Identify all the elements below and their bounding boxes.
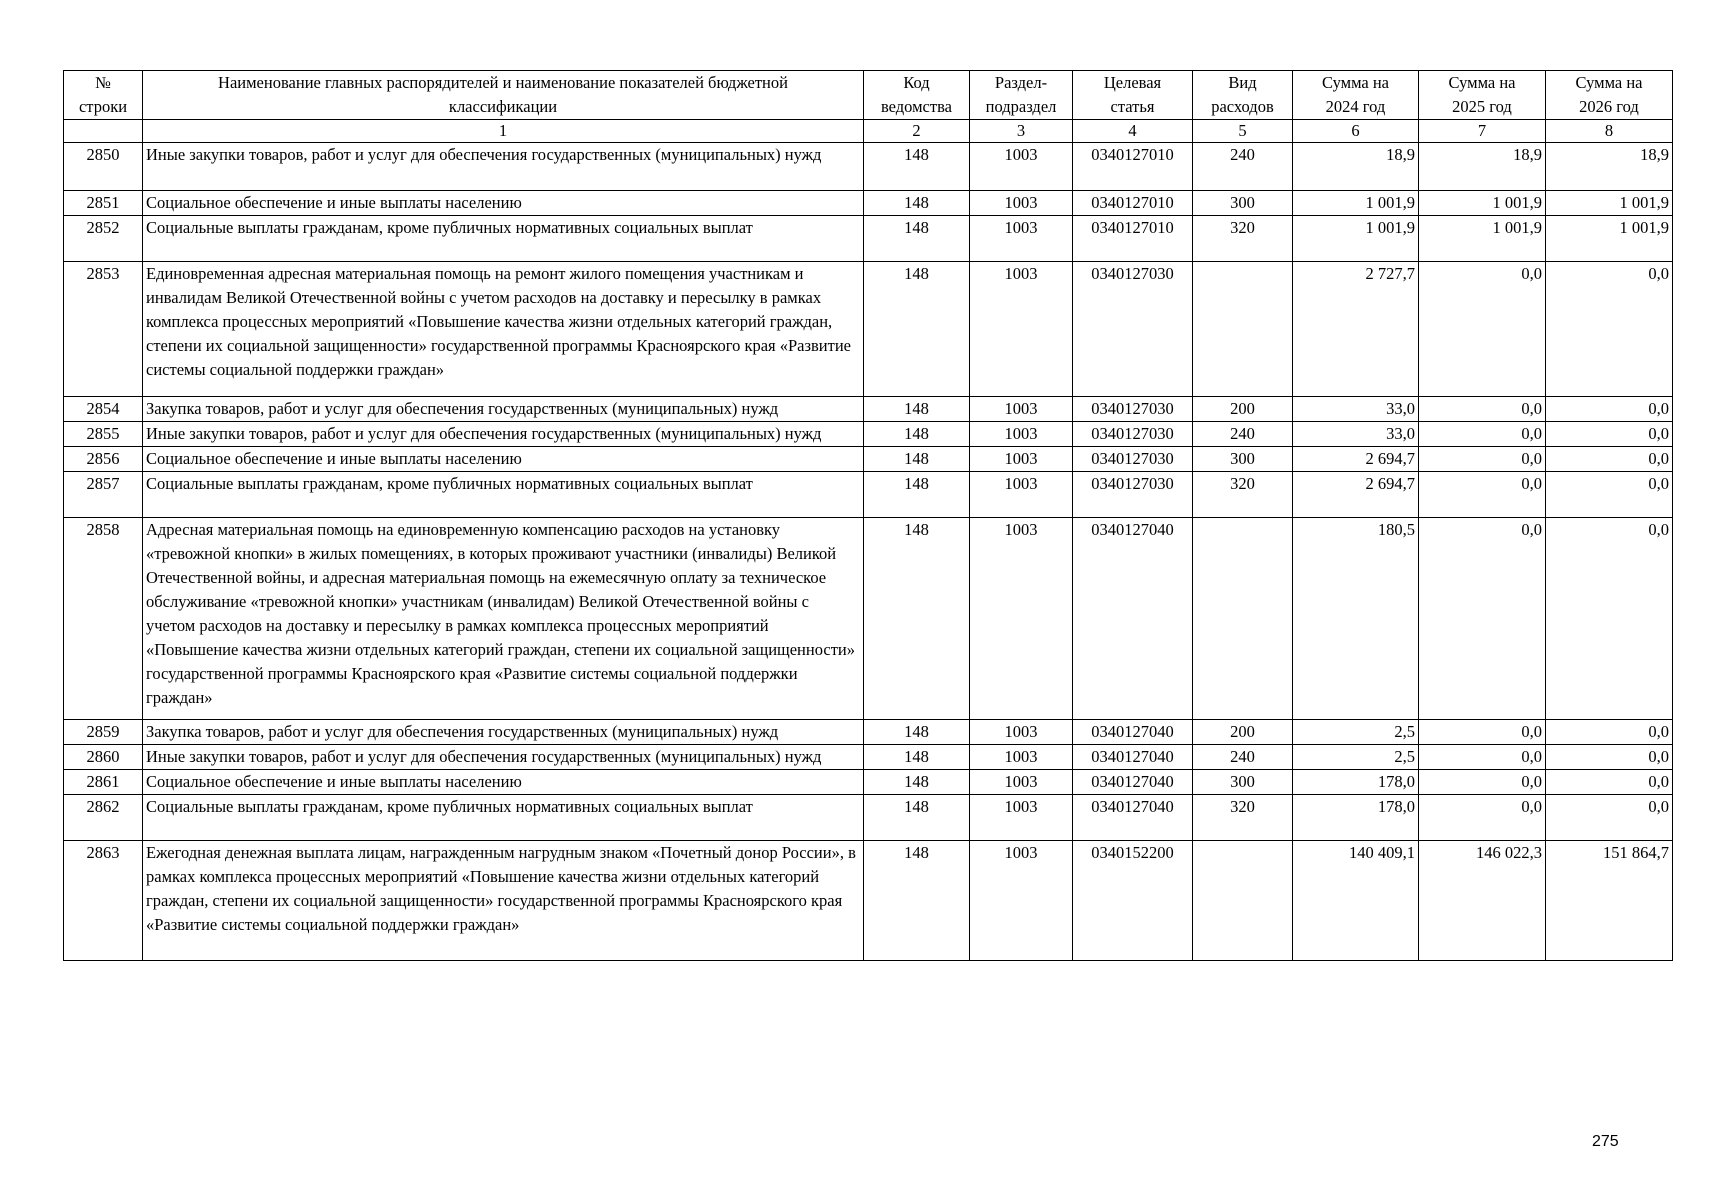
sum-2024: 2 694,7 <box>1293 472 1419 518</box>
row-number: 2862 <box>64 795 143 841</box>
expense-type <box>1193 262 1293 397</box>
column-index: 4 <box>1073 120 1193 143</box>
header-expense-type: Вид расходов <box>1193 71 1293 120</box>
section-code: 1003 <box>970 262 1073 397</box>
sum-2026: 151 864,7 <box>1546 841 1673 961</box>
target-article: 0340127030 <box>1073 397 1193 422</box>
sum-2026: 0,0 <box>1546 397 1673 422</box>
sum-2025: 0,0 <box>1419 745 1546 770</box>
expense-type: 240 <box>1193 745 1293 770</box>
table-row <box>64 518 1673 720</box>
section-code: 1003 <box>970 216 1073 262</box>
target-article: 0340127010 <box>1073 143 1193 191</box>
column-index: 1 <box>143 120 864 143</box>
sum-2024: 2 694,7 <box>1293 447 1419 472</box>
department-code: 148 <box>864 472 970 518</box>
row-number: 2853 <box>64 262 143 397</box>
row-number: 2851 <box>64 191 143 216</box>
column-index <box>64 120 143 143</box>
row-number: 2854 <box>64 397 143 422</box>
sum-2026: 0,0 <box>1546 518 1673 720</box>
target-article: 0340127040 <box>1073 795 1193 841</box>
sum-2025: 0,0 <box>1419 397 1546 422</box>
expense-type: 200 <box>1193 720 1293 745</box>
expense-type: 320 <box>1193 216 1293 262</box>
expense-type: 200 <box>1193 397 1293 422</box>
row-number: 2859 <box>64 720 143 745</box>
header-sum-2024: Сумма на 2024 год <box>1293 71 1419 120</box>
sum-2024: 1 001,9 <box>1293 216 1419 262</box>
table-row <box>64 216 1673 262</box>
target-article: 0340127040 <box>1073 720 1193 745</box>
row-name: Закупка товаров, работ и услуг для обеспечения государственных (муниципальных) нужд <box>143 397 864 422</box>
sum-2025: 0,0 <box>1419 447 1546 472</box>
sum-2024: 33,0 <box>1293 422 1419 447</box>
expense-type <box>1193 518 1293 720</box>
row-number: 2860 <box>64 745 143 770</box>
budget-table <box>63 70 1673 961</box>
sum-2025: 1 001,9 <box>1419 216 1546 262</box>
table-row <box>64 841 1673 961</box>
target-article: 0340127040 <box>1073 770 1193 795</box>
sum-2024: 2 727,7 <box>1293 262 1419 397</box>
section-code: 1003 <box>970 841 1073 961</box>
section-code: 1003 <box>970 770 1073 795</box>
sum-2026: 0,0 <box>1546 770 1673 795</box>
row-name: Иные закупки товаров, работ и услуг для обеспечения государственных (муниципальных) нужд <box>143 745 864 770</box>
section-code: 1003 <box>970 720 1073 745</box>
table-row <box>64 447 1673 472</box>
column-index: 8 <box>1546 120 1673 143</box>
row-name: Социальные выплаты гражданам, кроме публичных нормативных социальных выплат <box>143 472 864 518</box>
sum-2026: 0,0 <box>1546 795 1673 841</box>
table-row <box>64 262 1673 397</box>
row-name: Иные закупки товаров, работ и услуг для обеспечения государственных (муниципальных) нужд <box>143 422 864 447</box>
target-article: 0340127040 <box>1073 745 1193 770</box>
table-row <box>64 720 1673 745</box>
row-number: 2861 <box>64 770 143 795</box>
column-index: 7 <box>1419 120 1546 143</box>
row-number: 2856 <box>64 447 143 472</box>
department-code: 148 <box>864 191 970 216</box>
header-sum-2025: Сумма на 2025 год <box>1419 71 1546 120</box>
department-code: 148 <box>864 143 970 191</box>
expense-type: 300 <box>1193 191 1293 216</box>
section-code: 1003 <box>970 447 1073 472</box>
target-article: 0340152200 <box>1073 841 1193 961</box>
table-row <box>64 795 1673 841</box>
sum-2026: 0,0 <box>1546 422 1673 447</box>
row-name: Единовременная адресная материальная помощь на ремонт жилого помещения участникам и инвалидам Великой Отечественной войны с учетом расходов на доставку и пересылку в рамках комплекса процессных мероприятий «Повышение качества жизни отдельных категорий граждан, степени их социальной защищенности» государственной программы Красноярского края «Развитие системы социальной поддержки граждан» <box>143 262 864 397</box>
expense-type: 240 <box>1193 143 1293 191</box>
sum-2025: 0,0 <box>1419 770 1546 795</box>
sum-2024: 140 409,1 <box>1293 841 1419 961</box>
row-number: 2852 <box>64 216 143 262</box>
sum-2025: 0,0 <box>1419 795 1546 841</box>
section-code: 1003 <box>970 143 1073 191</box>
page-number: 275 <box>1592 1133 1619 1150</box>
sum-2026: 0,0 <box>1546 720 1673 745</box>
expense-type: 300 <box>1193 447 1293 472</box>
table-row <box>64 397 1673 422</box>
row-name: Социальные выплаты гражданам, кроме публичных нормативных социальных выплат <box>143 216 864 262</box>
department-code: 148 <box>864 397 970 422</box>
row-number: 2863 <box>64 841 143 961</box>
sum-2026: 1 001,9 <box>1546 191 1673 216</box>
row-name: Социальные выплаты гражданам, кроме публичных нормативных социальных выплат <box>143 795 864 841</box>
row-name: Закупка товаров, работ и услуг для обеспечения государственных (муниципальных) нужд <box>143 720 864 745</box>
sum-2024: 178,0 <box>1293 795 1419 841</box>
header-row-number: № строки <box>64 71 143 120</box>
table-row <box>64 745 1673 770</box>
table-row <box>64 422 1673 447</box>
section-code: 1003 <box>970 191 1073 216</box>
sum-2024: 178,0 <box>1293 770 1419 795</box>
sum-2025: 146 022,3 <box>1419 841 1546 961</box>
sum-2024: 1 001,9 <box>1293 191 1419 216</box>
row-number: 2850 <box>64 143 143 191</box>
sum-2024: 2,5 <box>1293 745 1419 770</box>
department-code: 148 <box>864 841 970 961</box>
target-article: 0340127010 <box>1073 191 1193 216</box>
sum-2024: 180,5 <box>1293 518 1419 720</box>
header-section: Раздел- подраздел <box>970 71 1073 120</box>
department-code: 148 <box>864 745 970 770</box>
expense-type <box>1193 841 1293 961</box>
section-code: 1003 <box>970 397 1073 422</box>
table-row <box>64 770 1673 795</box>
row-name: Адресная материальная помощь на единовременную компенсацию расходов на установку «тревожной кнопки» в жилых помещениях, в которых проживают участники (инвалиды) Великой Отечественной войны, и адресная материальная помощь на ежемесячную оплату за техническое обслуживание «тревожной кнопки» участникам (инвалидам) Великой Отечественной войны с учетом расходов на доставку и пересылку в рамках комплекса процессных мероприятий «Повышение качества жизни отдельных категорий граждан, степени их социальной защищенности» государственной программы Красноярского края «Развитие системы социальной поддержки граждан» <box>143 518 864 720</box>
row-number: 2855 <box>64 422 143 447</box>
column-index: 5 <box>1193 120 1293 143</box>
row-name: Иные закупки товаров, работ и услуг для обеспечения государственных (муниципальных) нужд <box>143 143 864 191</box>
expense-type: 240 <box>1193 422 1293 447</box>
target-article: 0340127010 <box>1073 216 1193 262</box>
sum-2024: 2,5 <box>1293 720 1419 745</box>
sum-2025: 0,0 <box>1419 720 1546 745</box>
row-name: Социальное обеспечение и иные выплаты населению <box>143 447 864 472</box>
expense-type: 300 <box>1193 770 1293 795</box>
section-code: 1003 <box>970 745 1073 770</box>
section-code: 1003 <box>970 422 1073 447</box>
sum-2025: 0,0 <box>1419 262 1546 397</box>
header-name: Наименование главных распорядителей и наименование показателей бюджетной классификации <box>143 71 864 120</box>
department-code: 148 <box>864 422 970 447</box>
row-name: Социальное обеспечение и иные выплаты населению <box>143 770 864 795</box>
department-code: 148 <box>864 720 970 745</box>
target-article: 0340127030 <box>1073 472 1193 518</box>
row-number: 2857 <box>64 472 143 518</box>
sum-2026: 0,0 <box>1546 447 1673 472</box>
department-code: 148 <box>864 216 970 262</box>
expense-type: 320 <box>1193 795 1293 841</box>
sum-2025: 0,0 <box>1419 518 1546 720</box>
expense-type: 320 <box>1193 472 1293 518</box>
target-article: 0340127040 <box>1073 518 1193 720</box>
department-code: 148 <box>864 770 970 795</box>
table-body <box>64 143 1673 961</box>
section-code: 1003 <box>970 795 1073 841</box>
target-article: 0340127030 <box>1073 447 1193 472</box>
header-sum-2026: Сумма на 2026 год <box>1546 71 1673 120</box>
department-code: 148 <box>864 518 970 720</box>
sum-2025: 0,0 <box>1419 472 1546 518</box>
sum-2025: 0,0 <box>1419 422 1546 447</box>
sum-2025: 18,9 <box>1419 143 1546 191</box>
sum-2025: 1 001,9 <box>1419 191 1546 216</box>
table-row <box>64 191 1673 216</box>
sum-2026: 1 001,9 <box>1546 216 1673 262</box>
table-row <box>64 143 1673 191</box>
row-name: Ежегодная денежная выплата лицам, награжденным нагрудным знаком «Почетный донор России», в рамках комплекса процессных мероприятий «Повышение качества жизни отдельных категорий граждан, степени их социальной защищенности» государственной программы Красноярского края «Развитие системы социальной поддержки граждан» <box>143 841 864 961</box>
header-target-article: Целевая статья <box>1073 71 1193 120</box>
column-index: 3 <box>970 120 1073 143</box>
sum-2026: 0,0 <box>1546 262 1673 397</box>
column-index-row <box>64 120 1673 143</box>
row-number: 2858 <box>64 518 143 720</box>
section-code: 1003 <box>970 472 1073 518</box>
table-row <box>64 472 1673 518</box>
sum-2026: 0,0 <box>1546 745 1673 770</box>
sum-2026: 18,9 <box>1546 143 1673 191</box>
header-row <box>64 71 1673 120</box>
sum-2026: 0,0 <box>1546 472 1673 518</box>
column-index: 2 <box>864 120 970 143</box>
sum-2024: 18,9 <box>1293 143 1419 191</box>
department-code: 148 <box>864 795 970 841</box>
header-department-code: Код ведомства <box>864 71 970 120</box>
section-code: 1003 <box>970 518 1073 720</box>
target-article: 0340127030 <box>1073 262 1193 397</box>
target-article: 0340127030 <box>1073 422 1193 447</box>
department-code: 148 <box>864 262 970 397</box>
sum-2024: 33,0 <box>1293 397 1419 422</box>
row-name: Социальное обеспечение и иные выплаты населению <box>143 191 864 216</box>
column-index: 6 <box>1293 120 1419 143</box>
department-code: 148 <box>864 447 970 472</box>
